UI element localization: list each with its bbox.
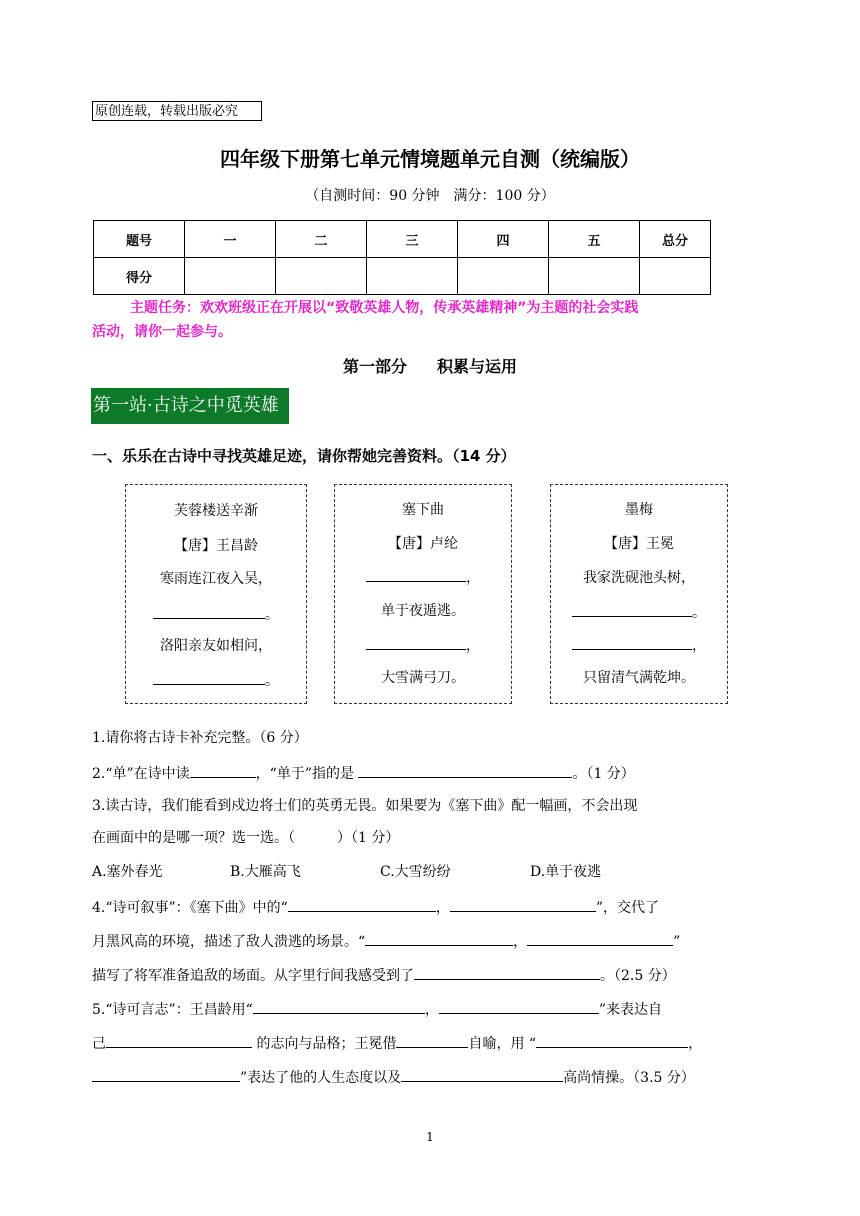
score-cell[interactable] [276, 258, 367, 295]
page-title: 四年级下册第七单元情境题单元自测（统编版） [220, 147, 640, 171]
poem-line: 我家洗砚池头树， [583, 570, 695, 586]
sub-question-1: 1.请你将古诗卡补充完整。（6 分） [92, 730, 308, 746]
poem-blank-line: 。 [551, 600, 727, 622]
question-1-heading: 一、乐乐在古诗中寻找英雄足迹，请你帮她完善资料。（14 分） [92, 447, 516, 465]
theme-task-line1: 主题任务：欢欢班级正在开展以“致敬英雄人物，传承英雄精神”为主题的社会实践 [130, 300, 639, 316]
answer-blank[interactable] [366, 565, 466, 582]
answer-blank[interactable] [153, 602, 265, 619]
score-header-cell: 题号 [94, 221, 185, 258]
answer-blank[interactable] [450, 895, 596, 912]
answer-blank[interactable] [536, 1031, 688, 1048]
answer-blank[interactable] [396, 1031, 468, 1048]
part-heading [0, 354, 860, 377]
score-cell[interactable] [185, 258, 276, 295]
answer-blank[interactable] [572, 600, 692, 617]
option-b[interactable]: B.大雁高飞 [230, 864, 301, 880]
answer-blank[interactable] [92, 1065, 240, 1082]
sub-question-3-line2: 在画面中的是哪一项？选一选。（ ）（1 分） [92, 830, 400, 846]
poem-line: 单于夜遁逃。 [381, 603, 465, 619]
answer-blank[interactable] [414, 963, 600, 980]
poem-blank-line: ， [551, 633, 727, 655]
score-cell[interactable] [549, 258, 640, 295]
poem-line: 洛阳亲友如相问， [160, 638, 272, 654]
poem-title: 塞下曲 [402, 502, 444, 518]
option-a[interactable]: A.塞外春光 [92, 864, 163, 880]
sub-question-4-line1: 4.“诗可叙事”：《塞下曲》中的“ ， ”，交代了 [92, 895, 659, 917]
sub-question-3-line1: 3.读古诗，我们能看到戍边将士们的英勇无畏。如果要为《塞下曲》配一幅画，不会出现 [92, 798, 638, 814]
answer-blank[interactable] [190, 761, 256, 778]
theme-task-line2: 活动，请你一起参与。 [92, 324, 232, 340]
score-header-cell: 五 [549, 221, 640, 258]
answer-blank[interactable] [358, 761, 572, 778]
answer-blank[interactable] [439, 997, 599, 1014]
poem-line: 大雪满弓刀。 [381, 670, 465, 686]
poem-card-2 [334, 484, 512, 704]
answer-blank[interactable] [106, 1031, 252, 1048]
score-header-cell: 二 [276, 221, 367, 258]
score-header-cell: 三 [367, 221, 458, 258]
page-number: 1 [426, 1130, 434, 1144]
poem-blank-line: 。 [126, 602, 306, 624]
score-cell[interactable] [458, 258, 549, 295]
theme-task [92, 296, 772, 344]
answer-blank[interactable] [572, 633, 692, 650]
score-cell[interactable] [367, 258, 458, 295]
sub-question-5-line2: 己 的志向与品格；王冕借 自喻，用 “ ， [92, 1031, 702, 1053]
score-row-label: 得分 [94, 258, 185, 295]
sub-question-4-line3: 描写了将军准备追敌的场面。从字里行间我感受到了 。（2.5 分） [92, 963, 676, 985]
poem-blank-line: ， [335, 565, 511, 587]
score-table-header-row [94, 221, 711, 258]
answer-blank[interactable] [366, 633, 466, 650]
poem-author: 【唐】卢纶 [388, 536, 458, 552]
answer-blank[interactable] [365, 929, 513, 946]
option-d[interactable]: D.单于夜逃 [530, 864, 602, 880]
poem-card-3 [550, 484, 728, 704]
page-subtitle: （自测时间：90 分钟 满分：100 分） [305, 188, 555, 204]
sub-question-2: 2.“单”在诗中读 ，“单于”指的是 。（1 分） [92, 761, 635, 783]
answer-blank[interactable] [153, 668, 265, 685]
score-table-row [94, 258, 711, 295]
score-table [93, 220, 711, 295]
copyright-stamp: 原创连载，转载出版必究 [92, 101, 262, 121]
sub-question-4-line2: 月黑风高的环境，描述了敌人溃逃的场景。“ ， ” [92, 929, 680, 951]
poem-author: 【唐】王冕 [604, 536, 674, 552]
station-banner: 第一站·古诗之中觅英雄 [91, 388, 289, 424]
answer-blank[interactable] [527, 929, 673, 946]
poem-author: 【唐】王昌龄 [174, 538, 258, 554]
poem-card-1 [125, 484, 307, 704]
option-c[interactable]: C.大雪纷纷 [380, 864, 451, 880]
poem-blank-line: ， [335, 633, 511, 655]
answer-blank[interactable] [401, 1065, 563, 1082]
poem-line: 只留清气满乾坤。 [583, 670, 695, 686]
poem-blank-line: 。 [126, 668, 306, 690]
score-cell[interactable] [640, 258, 711, 295]
part-label: 第一部分 [342, 357, 407, 376]
sub-question-5-line3: ”表达了他的人生态度以及 高尚情操。（3.5 分） [92, 1065, 695, 1087]
part-name: 积累与运用 [437, 357, 518, 376]
answer-blank[interactable] [288, 895, 436, 912]
answer-blank[interactable] [253, 997, 425, 1014]
poem-title: 墨梅 [625, 502, 653, 518]
score-header-cell: 四 [458, 221, 549, 258]
poem-title: 芙蓉楼送辛渐 [174, 503, 258, 519]
score-header-cell: 总分 [640, 221, 711, 258]
poem-line: 寒雨连江夜入吴， [160, 571, 272, 587]
score-header-cell: 一 [185, 221, 276, 258]
sub-question-5-line1: 5.“诗可言志”：王昌龄用“ ， ”来表达自 [92, 997, 662, 1019]
